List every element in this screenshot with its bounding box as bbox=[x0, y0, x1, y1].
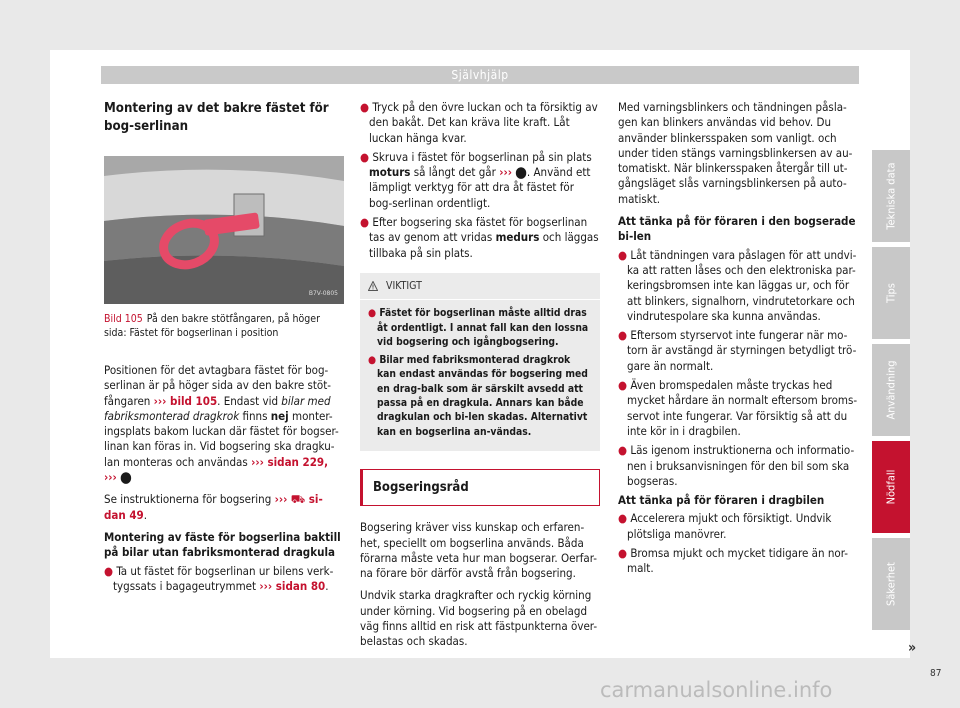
watermark-url: carmanualsonline.info bbox=[600, 678, 833, 702]
warning-body bbox=[360, 300, 600, 451]
list-item: ● Fästet för bogserlinan måste alltid dras åt ordentligt. I annat fall kan den lossna vid bogsering och igångbogsering. bbox=[368, 307, 589, 348]
list-item: ● Bromsa mjukt och mycket tidigare än nor-malt. bbox=[618, 546, 848, 576]
bullet-icon: ● bbox=[360, 215, 373, 230]
section-box-title: Bogseringsråd bbox=[360, 469, 600, 506]
warning-label: VIKTIGT bbox=[386, 279, 422, 292]
bullet-icon: ● bbox=[618, 328, 631, 343]
column-2 bbox=[360, 100, 600, 657]
caption-text: På den bakre stötfångaren, på höger sida: Fästet för bogserlinan i position bbox=[104, 313, 320, 339]
tab-tekniska-data[interactable]: Tekniska data bbox=[872, 150, 910, 242]
paragraph: Med varningsblinkers och tändningen påsla-gen kan blinkers användas vid behov. Du använder blinkersspaken som vanligt. och under tiden stängs varningsblinkersen av au-tomatiskt. När blinkersspaken återgår till ut-gångsläget slås varningsblinkersen på auto-matiskt. bbox=[618, 100, 853, 206]
bullet-icon: ● bbox=[104, 563, 117, 578]
link-warning[interactable]: ››› bbox=[104, 470, 117, 485]
car-tow-icon: ⛟ bbox=[290, 492, 306, 507]
list-item: ● Accelerera mjukt och försiktigt. Undvik plötsliga manövrer. bbox=[618, 511, 832, 541]
subheading-towed-driver: Att tänka på för föraren i den bogserade bi-len bbox=[618, 214, 856, 244]
link-bild-105[interactable]: ››› bild 105 bbox=[153, 393, 218, 408]
section-title: Montering av det bakre fästet för bog-serlinan bbox=[104, 101, 329, 134]
bullet-icon: ● bbox=[618, 546, 631, 561]
bullet-icon: ● bbox=[618, 443, 631, 458]
list-item: ● Eftersom styrservot inte fungerar när mo-torn är avstängd är styrningen betydligt trö-gare än normalt. bbox=[618, 328, 857, 373]
link-warning[interactable]: ››› bbox=[499, 165, 512, 180]
list-item: ● Ta ut fästet för bogserlinan ur bilens verk-tygssats i bagageutrymmet ››› sidan 80. bbox=[104, 563, 334, 593]
bullet-icon: ● bbox=[360, 100, 373, 114]
link-sidan-229[interactable]: ››› sidan 229, bbox=[251, 454, 329, 469]
link-sidan-49[interactable]: si-dan 49 bbox=[104, 492, 323, 522]
list-item: ● Låt tändningen vara påslagen för att undvi-ka att ratten låses och den elektroniska par-keringsbromsen inte kan läggas ur, och för att blinkers, signalhorn, vindrutetorkare och vindrutespolare ska kunna användas. bbox=[618, 247, 857, 323]
tab-nodfall[interactable]: Nödfall bbox=[872, 441, 910, 533]
page bbox=[50, 50, 942, 679]
tab-tips[interactable]: Tips bbox=[872, 247, 910, 339]
bullet-icon: ● bbox=[618, 511, 631, 526]
tab-anvandning[interactable]: Användning bbox=[872, 344, 910, 436]
list-item: ● Efter bogsering ska fästet för bogserlinan tas av genom att vridas medurs och läggas tillbaka på sin plats. bbox=[360, 215, 599, 260]
page-number: 87 bbox=[930, 668, 942, 679]
list-item: ● Bilar med fabriksmonterad dragkrok kan endast användas för bogsering med en drag-balk som är särskilt avsedd att passa på en dragkula. Annars kan både dragkulan och bi-len skadas. Alternativt kan en bogserlina an-vändas. bbox=[368, 354, 588, 438]
list-item: ● Tryck på den övre luckan och ta försiktig av den bakåt. Det kan kräva lite kraft. Låt luckan hänga kvar. bbox=[360, 100, 598, 145]
paragraph: Bogsering kräver viss kunskap och erfaren-het, speciellt om bogserlina används. Båda förarna måste veta hur man bogserar. Oerfar-na förare bör därför avstå från bogsering. bbox=[360, 520, 597, 581]
column-3 bbox=[618, 100, 858, 581]
paragraph-see-instructions: Se instruktionerna för bogsering ››› ⛟ si-dan 49. bbox=[104, 492, 323, 522]
list-item: ● Även bromspedalen måste tryckas hed mycket hårdare än normalt eftersom broms-servot inte fungerar. Var försiktig så att du inte kör in i dragbilen. bbox=[618, 378, 858, 438]
figure-caption bbox=[104, 312, 344, 340]
link-arrow[interactable]: ››› bbox=[274, 492, 288, 507]
bullet-icon: ● bbox=[618, 247, 631, 262]
column-1 bbox=[104, 100, 344, 598]
paragraph-position: Positionen för det avtagbara fästet för bog-serlinan är på höger sida av den bakre stöt-fångaren ››› bild 105. Endast vid bilar med fabriksmonterad dragkrok finns nej monter-ingsplats bakom luckan där fästet för bogser-linan kan föras in. Vid bogsering ska dragku-lan monteras och användas ››› sidan 229, ››› ⬤ bbox=[104, 363, 339, 485]
list-item: ● Skruva i fästet för bogserlinan på sin plats moturs så långt det går ››› ⬤. Använd ett lämpligt verktyg för att dra åt fästet för bog-serlinan ordentligt. bbox=[360, 149, 592, 210]
subheading-tow-driver: Att tänka på för föraren i dragbilen bbox=[618, 493, 825, 508]
figure-code: B7V-0805 bbox=[308, 289, 338, 297]
link-sidan-80[interactable]: ››› sidan 80 bbox=[259, 578, 326, 593]
warning-circle-icon: ⬤ bbox=[515, 165, 527, 180]
subheading-mounting: Montering av fäste för bogserlina baktill på bilar utan fabriksmonterad dragkula bbox=[104, 529, 341, 560]
bullet-icon: ● bbox=[368, 354, 380, 367]
continue-arrow-icon: » bbox=[908, 640, 917, 656]
warning-box bbox=[360, 273, 600, 451]
header-title: Självhjälp bbox=[101, 66, 859, 84]
bullet-icon: ● bbox=[360, 149, 373, 164]
tab-sakerhet[interactable]: Säkerhet bbox=[872, 538, 910, 630]
list-item: ● Läs igenom instruktionerna och informatio-nen i bruksanvisningen för den bil som ska bogseras. bbox=[618, 443, 855, 488]
bullet-icon: ● bbox=[368, 307, 380, 320]
bullet-icon: ● bbox=[618, 378, 631, 393]
warning-header bbox=[360, 273, 600, 300]
tow-hook-figure bbox=[104, 156, 344, 304]
warning-circle-icon: ⬤ bbox=[120, 470, 132, 485]
tow-eye-illustration bbox=[104, 156, 344, 304]
paragraph: Undvik starka dragkrafter och ryckig körning under körning. Vid bogsering på en obelagd väg finns alltid en risk att fästpunkterna över-belastas och skadas. bbox=[360, 588, 598, 649]
warning-triangle-icon bbox=[368, 281, 378, 291]
caption-label: Bild 105 bbox=[104, 313, 143, 325]
